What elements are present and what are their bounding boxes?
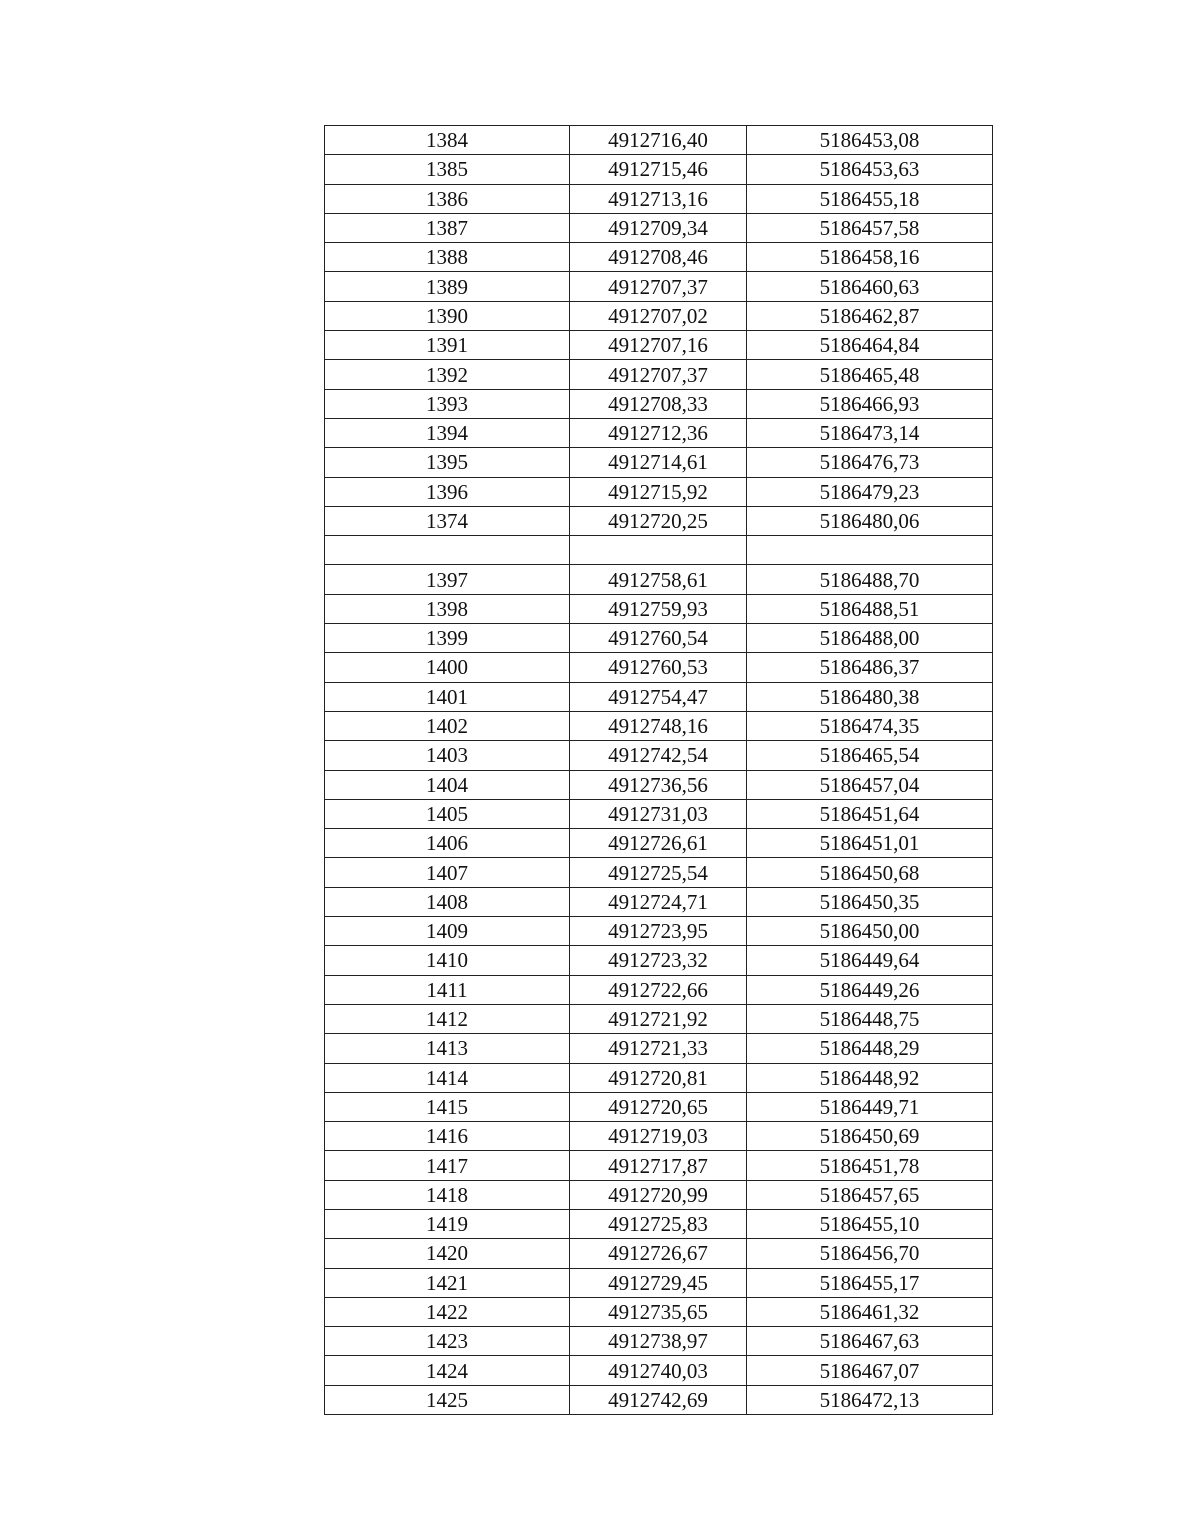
table-row <box>325 1209 993 1238</box>
x-coordinate-cell: 4912720,65 <box>570 1092 747 1121</box>
point-number-cell: 1398 <box>325 594 570 623</box>
y-coordinate-cell: 5186465,54 <box>747 741 993 770</box>
table-row <box>325 1268 993 1297</box>
y-coordinate-cell: 5186480,06 <box>747 506 993 535</box>
x-coordinate-cell: 4912717,87 <box>570 1151 747 1180</box>
x-coordinate-cell: 4912707,37 <box>570 360 747 389</box>
table-row <box>325 506 993 535</box>
point-number-cell: 1405 <box>325 799 570 828</box>
y-coordinate-cell: 5186458,16 <box>747 243 993 272</box>
point-number-cell: 1385 <box>325 155 570 184</box>
y-coordinate-cell: 5186448,29 <box>747 1034 993 1063</box>
point-number-cell: 1417 <box>325 1151 570 1180</box>
x-coordinate-cell: 4912712,36 <box>570 418 747 447</box>
y-coordinate-cell: 5186453,08 <box>747 126 993 155</box>
table-row <box>325 653 993 682</box>
x-coordinate-cell: 4912723,95 <box>570 917 747 946</box>
x-coordinate-cell: 4912738,97 <box>570 1327 747 1356</box>
y-coordinate-cell: 5186448,75 <box>747 1004 993 1033</box>
point-number-cell: 1392 <box>325 360 570 389</box>
y-coordinate-cell: 5186464,84 <box>747 331 993 360</box>
point-number-cell: 1388 <box>325 243 570 272</box>
table-row <box>325 770 993 799</box>
point-number-cell: 1394 <box>325 418 570 447</box>
x-coordinate-cell: 4912707,37 <box>570 272 747 301</box>
point-number-cell: 1393 <box>325 389 570 418</box>
x-coordinate-cell: 4912726,61 <box>570 829 747 858</box>
table-row <box>325 565 993 594</box>
table-row <box>325 155 993 184</box>
point-number-cell: 1387 <box>325 213 570 242</box>
table-row <box>325 389 993 418</box>
y-coordinate-cell: 5186462,87 <box>747 301 993 330</box>
x-coordinate-cell: 4912707,16 <box>570 331 747 360</box>
table-row <box>325 829 993 858</box>
point-number-cell: 1420 <box>325 1239 570 1268</box>
x-coordinate-cell: 4912708,46 <box>570 243 747 272</box>
y-coordinate-cell: 5186455,10 <box>747 1209 993 1238</box>
y-coordinate-cell: 5186456,70 <box>747 1239 993 1268</box>
y-coordinate-cell: 5186457,58 <box>747 213 993 242</box>
table-row <box>325 1151 993 1180</box>
table-row <box>325 594 993 623</box>
x-coordinate-cell: 4912719,03 <box>570 1122 747 1151</box>
point-number-cell: 1401 <box>325 682 570 711</box>
x-coordinate-cell: 4912760,54 <box>570 624 747 653</box>
table-row <box>325 126 993 155</box>
point-number-cell: 1425 <box>325 1385 570 1414</box>
y-coordinate-cell: 5186488,70 <box>747 565 993 594</box>
x-coordinate-cell: 4912736,56 <box>570 770 747 799</box>
point-number-cell: 1399 <box>325 624 570 653</box>
y-coordinate-cell: 5186467,63 <box>747 1327 993 1356</box>
table-row <box>325 741 993 770</box>
y-coordinate-cell <box>747 536 993 565</box>
x-coordinate-cell: 4912713,16 <box>570 184 747 213</box>
x-coordinate-cell: 4912723,32 <box>570 946 747 975</box>
point-number-cell: 1414 <box>325 1063 570 1092</box>
y-coordinate-cell: 5186449,64 <box>747 946 993 975</box>
table-row <box>325 184 993 213</box>
table-row <box>325 1180 993 1209</box>
point-number-cell: 1384 <box>325 126 570 155</box>
y-coordinate-cell: 5186488,51 <box>747 594 993 623</box>
point-number-cell: 1386 <box>325 184 570 213</box>
point-number-cell: 1410 <box>325 946 570 975</box>
y-coordinate-cell: 5186466,93 <box>747 389 993 418</box>
point-number-cell: 1374 <box>325 506 570 535</box>
x-coordinate-cell: 4912724,71 <box>570 887 747 916</box>
point-number-cell: 1403 <box>325 741 570 770</box>
x-coordinate-cell: 4912754,47 <box>570 682 747 711</box>
table-row <box>325 682 993 711</box>
table-row <box>325 1004 993 1033</box>
y-coordinate-cell: 5186450,00 <box>747 917 993 946</box>
point-number-cell: 1390 <box>325 301 570 330</box>
y-coordinate-cell: 5186455,18 <box>747 184 993 213</box>
x-coordinate-cell: 4912707,02 <box>570 301 747 330</box>
x-coordinate-cell: 4912721,33 <box>570 1034 747 1063</box>
x-coordinate-cell: 4912714,61 <box>570 448 747 477</box>
point-number-cell: 1395 <box>325 448 570 477</box>
y-coordinate-cell: 5186473,14 <box>747 418 993 447</box>
table-row <box>325 418 993 447</box>
y-coordinate-cell: 5186449,71 <box>747 1092 993 1121</box>
y-coordinate-cell: 5186448,92 <box>747 1063 993 1092</box>
point-number-cell: 1404 <box>325 770 570 799</box>
y-coordinate-cell: 5186486,37 <box>747 653 993 682</box>
table-row <box>325 1327 993 1356</box>
table-row <box>325 213 993 242</box>
y-coordinate-cell: 5186480,38 <box>747 682 993 711</box>
y-coordinate-cell: 5186451,78 <box>747 1151 993 1180</box>
coordinates-table-body <box>325 126 993 1415</box>
x-coordinate-cell: 4912725,54 <box>570 858 747 887</box>
table-row <box>325 1092 993 1121</box>
table-row <box>325 975 993 1004</box>
table-row <box>325 331 993 360</box>
point-number-cell: 1397 <box>325 565 570 594</box>
x-coordinate-cell: 4912715,92 <box>570 477 747 506</box>
point-number-cell: 1402 <box>325 711 570 740</box>
x-coordinate-cell: 4912731,03 <box>570 799 747 828</box>
y-coordinate-cell: 5186449,26 <box>747 975 993 1004</box>
y-coordinate-cell: 5186451,01 <box>747 829 993 858</box>
table-row <box>325 360 993 389</box>
x-coordinate-cell: 4912759,93 <box>570 594 747 623</box>
x-coordinate-cell: 4912725,83 <box>570 1209 747 1238</box>
table-row <box>325 917 993 946</box>
x-coordinate-cell: 4912722,66 <box>570 975 747 1004</box>
y-coordinate-cell: 5186479,23 <box>747 477 993 506</box>
table-row <box>325 448 993 477</box>
table-row <box>325 477 993 506</box>
table-row <box>325 1356 993 1385</box>
point-number-cell: 1413 <box>325 1034 570 1063</box>
point-number-cell: 1419 <box>325 1209 570 1238</box>
y-coordinate-cell: 5186472,13 <box>747 1385 993 1414</box>
x-coordinate-cell: 4912735,65 <box>570 1297 747 1326</box>
y-coordinate-cell: 5186450,35 <box>747 887 993 916</box>
x-coordinate-cell: 4912721,92 <box>570 1004 747 1033</box>
x-coordinate-cell: 4912708,33 <box>570 389 747 418</box>
x-coordinate-cell: 4912760,53 <box>570 653 747 682</box>
y-coordinate-cell: 5186457,04 <box>747 770 993 799</box>
table-row <box>325 1034 993 1063</box>
table-row <box>325 1063 993 1092</box>
table-row <box>325 243 993 272</box>
y-coordinate-cell: 5186450,69 <box>747 1122 993 1151</box>
point-number-cell: 1421 <box>325 1268 570 1297</box>
x-coordinate-cell: 4912740,03 <box>570 1356 747 1385</box>
table-row <box>325 1297 993 1326</box>
point-number-cell: 1396 <box>325 477 570 506</box>
table-row <box>325 272 993 301</box>
point-number-cell: 1389 <box>325 272 570 301</box>
y-coordinate-cell: 5186465,48 <box>747 360 993 389</box>
table-row <box>325 536 993 565</box>
table-row <box>325 1122 993 1151</box>
point-number-cell: 1408 <box>325 887 570 916</box>
point-number-cell <box>325 536 570 565</box>
y-coordinate-cell: 5186455,17 <box>747 1268 993 1297</box>
table-row <box>325 1239 993 1268</box>
y-coordinate-cell: 5186467,07 <box>747 1356 993 1385</box>
y-coordinate-cell: 5186476,73 <box>747 448 993 477</box>
point-number-cell: 1423 <box>325 1327 570 1356</box>
table-row <box>325 711 993 740</box>
x-coordinate-cell: 4912715,46 <box>570 155 747 184</box>
table-row <box>325 858 993 887</box>
point-number-cell: 1424 <box>325 1356 570 1385</box>
y-coordinate-cell: 5186488,00 <box>747 624 993 653</box>
y-coordinate-cell: 5186460,63 <box>747 272 993 301</box>
table-row <box>325 887 993 916</box>
table-row <box>325 946 993 975</box>
x-coordinate-cell: 4912720,25 <box>570 506 747 535</box>
point-number-cell: 1406 <box>325 829 570 858</box>
point-number-cell: 1407 <box>325 858 570 887</box>
table-row <box>325 1385 993 1414</box>
y-coordinate-cell: 5186450,68 <box>747 858 993 887</box>
point-number-cell: 1418 <box>325 1180 570 1209</box>
x-coordinate-cell: 4912720,99 <box>570 1180 747 1209</box>
point-number-cell: 1412 <box>325 1004 570 1033</box>
x-coordinate-cell: 4912729,45 <box>570 1268 747 1297</box>
table-row <box>325 799 993 828</box>
x-coordinate-cell: 4912709,34 <box>570 213 747 242</box>
x-coordinate-cell: 4912742,69 <box>570 1385 747 1414</box>
coordinates-table <box>324 125 993 1415</box>
point-number-cell: 1411 <box>325 975 570 1004</box>
x-coordinate-cell: 4912716,40 <box>570 126 747 155</box>
point-number-cell: 1400 <box>325 653 570 682</box>
y-coordinate-cell: 5186453,63 <box>747 155 993 184</box>
x-coordinate-cell: 4912748,16 <box>570 711 747 740</box>
x-coordinate-cell: 4912720,81 <box>570 1063 747 1092</box>
y-coordinate-cell: 5186461,32 <box>747 1297 993 1326</box>
table-row <box>325 301 993 330</box>
y-coordinate-cell: 5186474,35 <box>747 711 993 740</box>
y-coordinate-cell: 5186451,64 <box>747 799 993 828</box>
point-number-cell: 1416 <box>325 1122 570 1151</box>
x-coordinate-cell: 4912742,54 <box>570 741 747 770</box>
point-number-cell: 1409 <box>325 917 570 946</box>
point-number-cell: 1415 <box>325 1092 570 1121</box>
point-number-cell: 1422 <box>325 1297 570 1326</box>
point-number-cell: 1391 <box>325 331 570 360</box>
x-coordinate-cell: 4912726,67 <box>570 1239 747 1268</box>
x-coordinate-cell <box>570 536 747 565</box>
table-row <box>325 624 993 653</box>
y-coordinate-cell: 5186457,65 <box>747 1180 993 1209</box>
x-coordinate-cell: 4912758,61 <box>570 565 747 594</box>
